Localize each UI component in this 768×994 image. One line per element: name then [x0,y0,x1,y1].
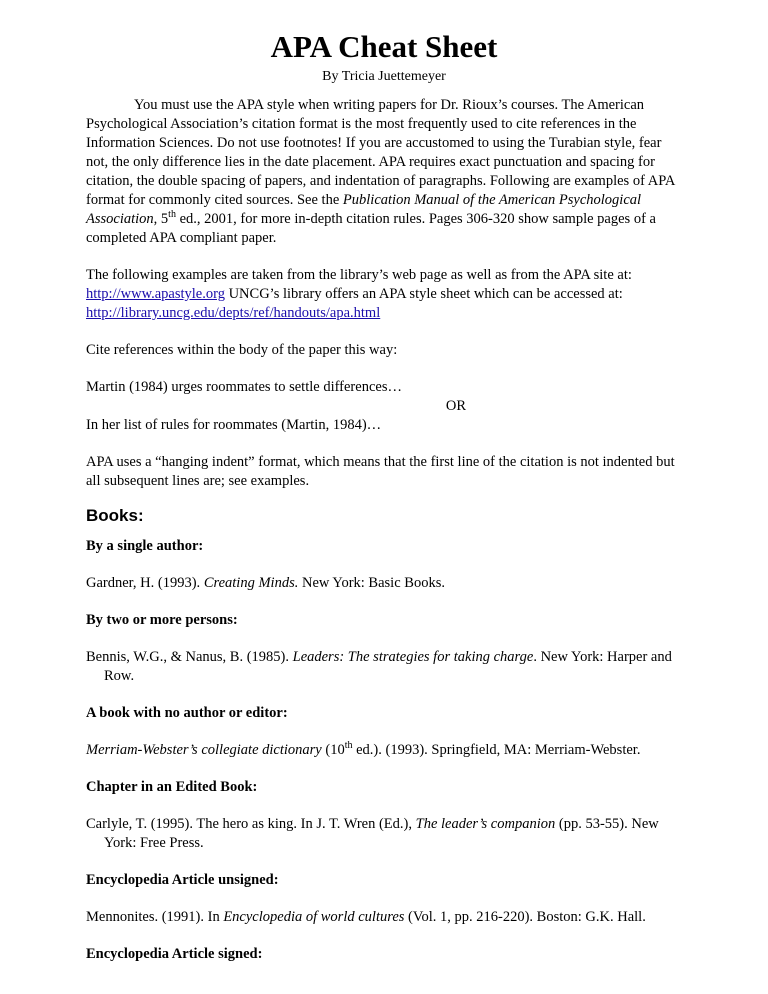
book-title: Leaders: The strategies for taking charge [292,649,534,665]
citation-text: Bennis, W.G., & Nanus, B. (1985). [86,649,293,665]
cite-instructions: Cite references within the body of the paper this way: [86,342,398,358]
citation-text: Gardner, H. (1993). [86,575,204,591]
encyclopedia-signed-label: Encyclopedia Article signed: [86,946,263,962]
citation-text: Carlyle, T. (1995). The hero as king. In J. T. Wren (Ed.), [86,816,416,832]
or-separator: OR [445,398,466,414]
example-martin-2: In her list of rules for roommates (Martin, 1984)… [86,417,382,433]
citation-text: (10 [321,742,345,758]
chapter-label: Chapter in an Edited Book: [86,779,258,795]
edition-superscript: th [168,209,176,221]
intro-text-a: You must use the APA style when writing papers for Dr. Rioux’s courses. The American Psychological Association’s citation format is the most frequently used to cite references in the Information Sciences. Do not use footnotes! If you are accustomed to using the Turabian style, fear not, the only difference lies in the date placement. APA requires exact punctuation and spacing for citation, the double spacing of papers, and indentation of paragraphs. Following are examples of APA format for commonly cited sources. See the [86,97,675,208]
hanging-indent-note: APA uses a “hanging indent” format, which means that the first line of the citation is not indented but all subsequent lines are; see examples. [86,454,675,489]
apastyle-link[interactable]: http://www.apastyle.org [86,286,225,302]
book-title: The leader’s companion [415,816,556,832]
uncg-apa-link[interactable]: http://library.uncg.edu/depts/ref/handouts/apa.html [86,305,381,321]
encyclopedia-unsigned-citation [86,908,682,927]
book-title: Encyclopedia of world cultures [223,909,405,925]
no-author-label: A book with no author or editor: [86,705,288,721]
sources-text-b: UNCG’s library offers an APA style sheet which can be accessed at: [224,286,623,302]
sources-text-a: The following examples are taken from the library’s web page as well as from the APA site at: [86,267,632,283]
citation-text: Mennonites. (1991). In [86,909,224,925]
books-heading: Books: [86,506,144,525]
encyclopedia-unsigned-label: Encyclopedia Article unsigned: [86,872,279,888]
two-authors-label: By two or more persons: [86,612,238,628]
citation-text: ed.). (1993). Springfield, MA: Merriam-Webster. [352,742,641,758]
page-title: APA Cheat Sheet [270,29,498,64]
example-martin-1: Martin (1984) urges roommates to settle differences… [86,379,402,395]
citation-text: (pp. 53-55). New York: Free Press. [104,816,659,851]
book-title: Merriam-Webster’s collegiate dictionary [86,742,322,758]
citation-text: New York: Basic Books. [298,575,445,591]
intro-paragraph [86,96,682,248]
edition-superscript: th [344,740,353,752]
no-author-citation [86,741,682,760]
manual-title: Publication Manual of the American Psychological Association [86,192,642,227]
single-author-citation [86,574,682,593]
single-author-label: By a single author: [86,538,204,554]
sources-paragraph [86,266,682,323]
citation-text: . New York: Harper and Row. [104,649,672,684]
chapter-citation [86,815,682,853]
author-byline: By Tricia Juettemeyer [322,69,446,84]
two-authors-citation [86,648,682,686]
citation-text: (Vol. 1, pp. 216-220). Boston: G.K. Hall. [404,909,646,925]
intro-text-c: ed., 2001, for more in-depth citation rules. Pages 306-320 show sample pages of a completed APA compliant paper. [86,211,656,246]
intro-text-b: , 5 [153,211,169,227]
book-title: Creating Minds. [203,575,299,591]
